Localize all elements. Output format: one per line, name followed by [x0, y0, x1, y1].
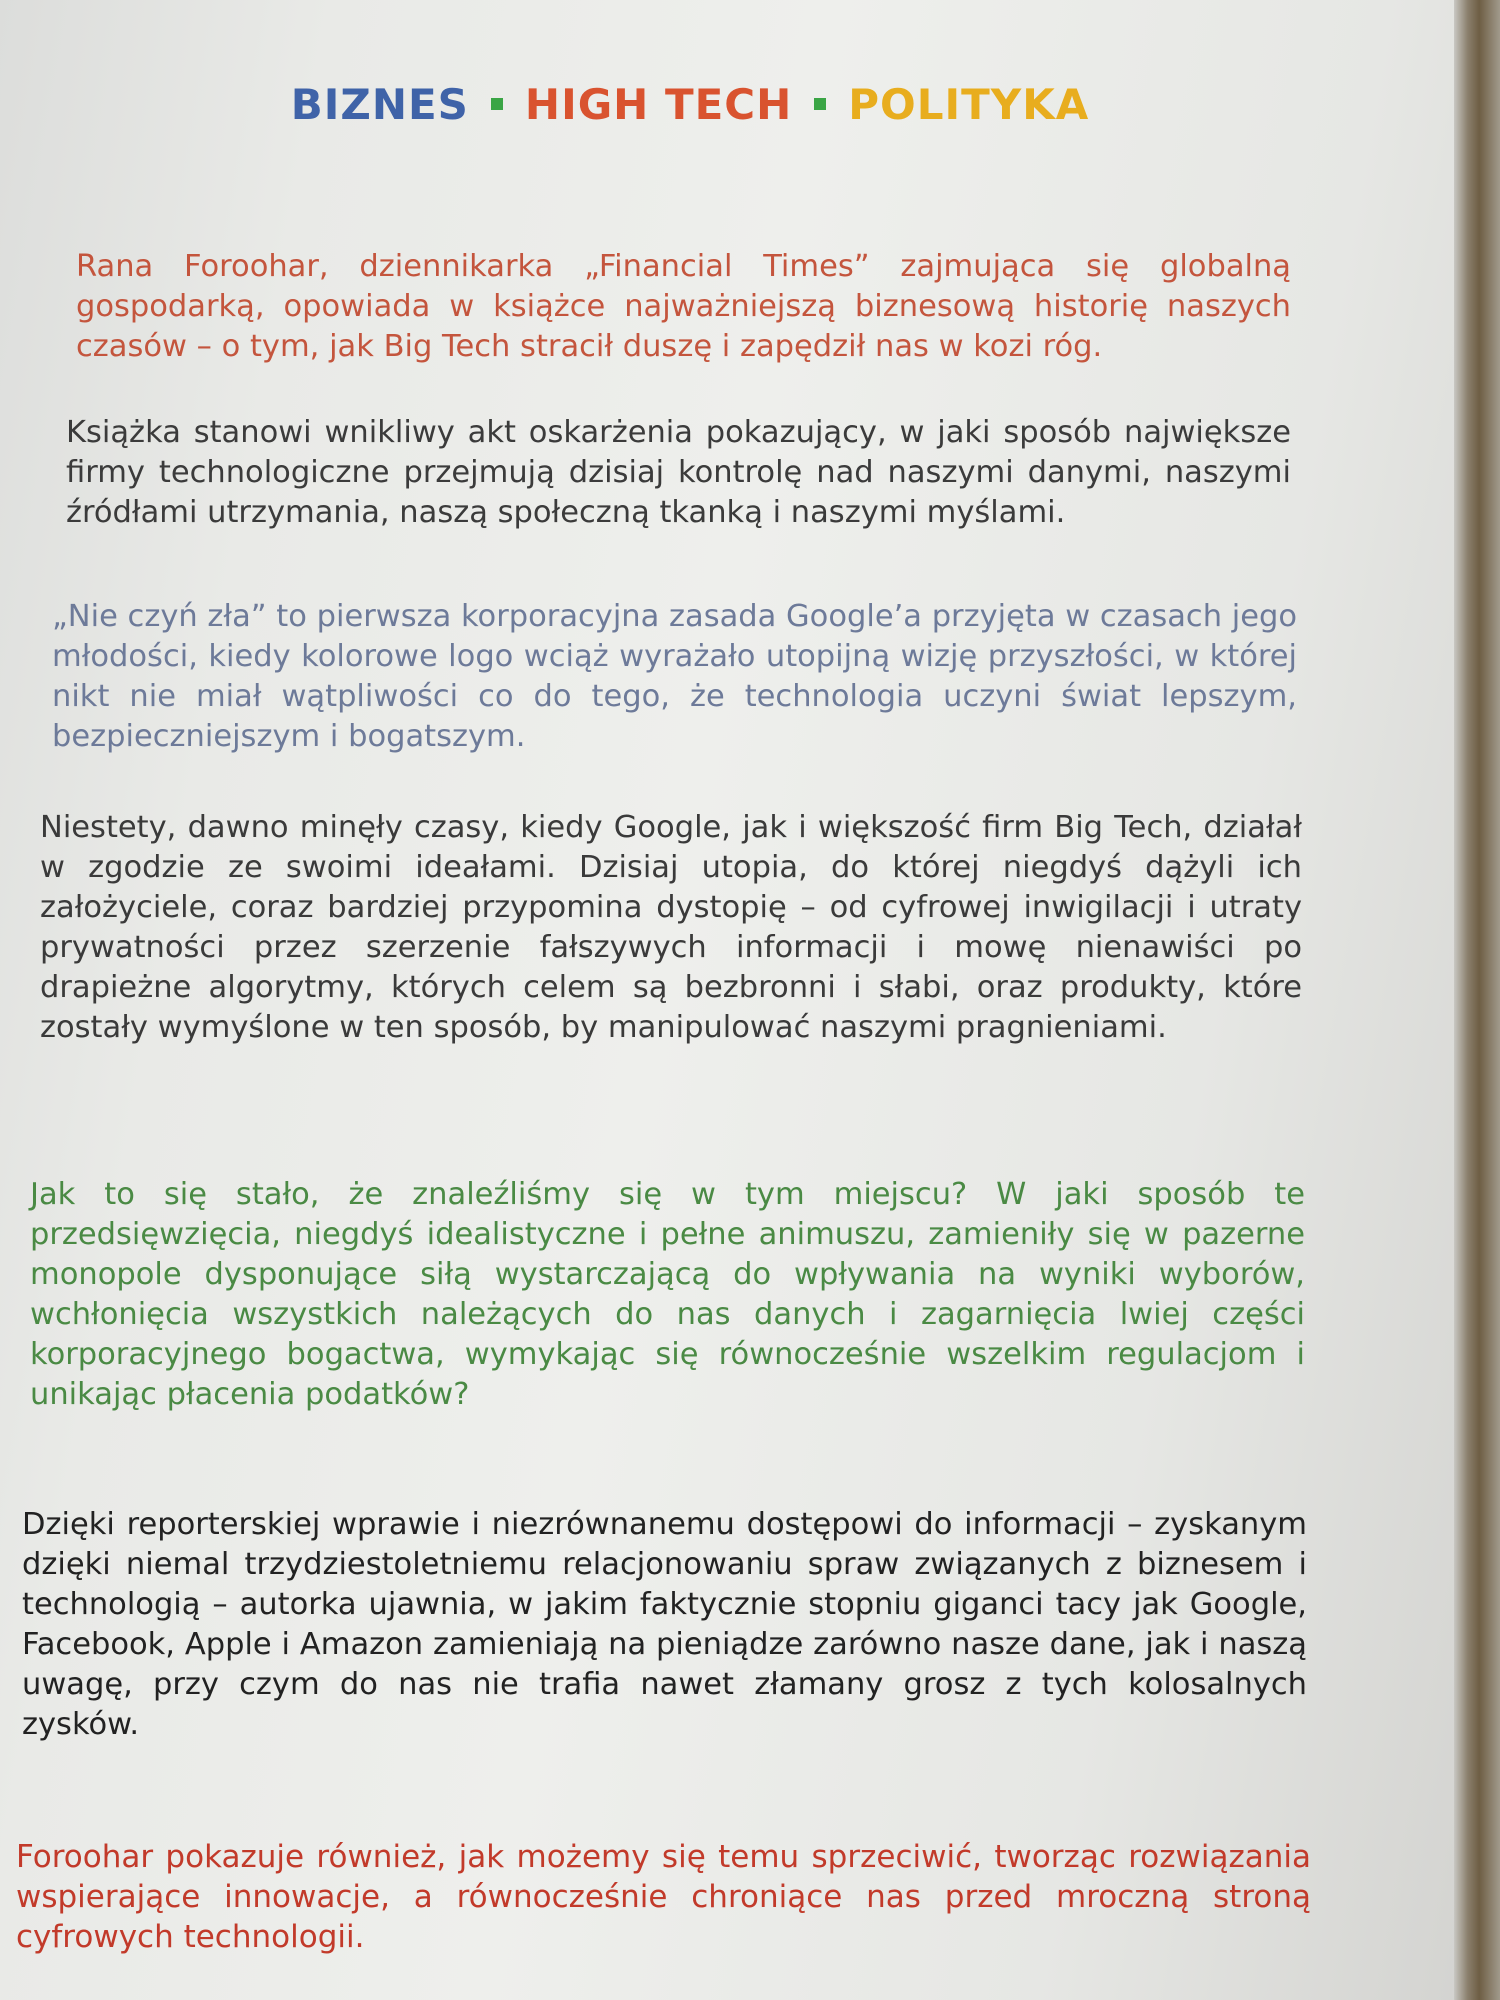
header-polityka: POLITYKA: [848, 80, 1090, 129]
category-header: [0, 80, 1380, 129]
paragraph-question: Jak to się stało, że znaleźliśmy się w tym miejscu? W jaki sposób te przedsięwzięcia, niegdyś idealistyczne i pełne animuszu, zamieniły się w pazerne monopole dysponujące siłą wystarczającą do wpływania na wyniki wyborów, wchłonięcia wszystkich należących do nas danych i zagarnięcia lwiej części korporacyjnego bogactwa, wymykając się równocześnie wszelkim regulacjom i unikając płacenia podatków?: [30, 1177, 1305, 1412]
paragraph-dystopia: Niestety, dawno minęły czasy, kiedy Google, jak i większość firm Big Tech, działał w zgodzie ze swoimi ideałami. Dzisiaj utopia, do której niegdyś dążyli ich założyciele, coraz bardziej przypomina dystopię – od cyfrowej inwigilacji i utraty prywatności przez szerzenie fałszywych informacji i mowę nienawiści po drapieżne algorytmy, których celem są bezbronni i słabi, oraz produkty, które zostały wymyślone w ten sposób, by manipulować naszymi pragnieniami.: [40, 810, 1302, 1045]
paragraph-dont-be-evil: „Nie czyń zła” to pierwsza korporacyjna zasada Google’a przyjęta w czasach jego młodości, kiedy kolorowe logo wciąż wyrażało utopijną wizję przyszłości, w której nikt nie miał wątpliwości co do tego, że technologia uczyni świat lepszym, bezpieczniejszym i bogatszym.: [52, 599, 1297, 754]
header-biznes: BIZNES: [290, 80, 469, 129]
paragraph-intro: Rana Foroohar, dziennikarka „Financial Times” zajmująca się globalną gospodarką, opowiada w książce najważniejszą biznesową historię naszych czasów – o tym, jak Big Tech stracił duszę i zapędził nas w kozi róg.: [76, 249, 1291, 364]
paragraph-reporting: Dzięki reporterskiej wprawie i niezrównanemu dostępowi do informacji – zyskanym dzięki niemal trzydziestoletniemu relacjonowaniu spraw związanych z biznesem i technologią – autorka ujawnia, w jakim faktycznie stopniu giganci tacy jak Google, Facebook, Apple i Amazon zamieniają na pieniądze zarówno nasze dane, jak i naszą uwagę, przy czym do nas nie trafia nawet złamany grosz z tych kolosalnych zysków.: [22, 1507, 1307, 1742]
book-spine-edge: [1454, 0, 1500, 2000]
header-high-tech: HIGH TECH: [524, 80, 793, 129]
green-square-separator: [491, 98, 503, 110]
paragraph-conclusion: Foroohar pokazuje również, jak możemy się temu sprzeciwić, tworząc rozwiązania wspierające innowacje, a równocześnie chroniące nas przed mroczną stroną cyfrowych technologii.: [16, 1839, 1311, 1955]
green-square-separator: [814, 98, 826, 110]
paragraph-indictment: Książka stanowi wnikliwy akt oskarżenia pokazujący, w jaki sposób największe firmy technologiczne przejmują dzisiaj kontrolę nad naszymi danymi, naszymi źródłami utrzymania, naszą społeczną tkanką i naszymi myślami.: [66, 415, 1291, 530]
